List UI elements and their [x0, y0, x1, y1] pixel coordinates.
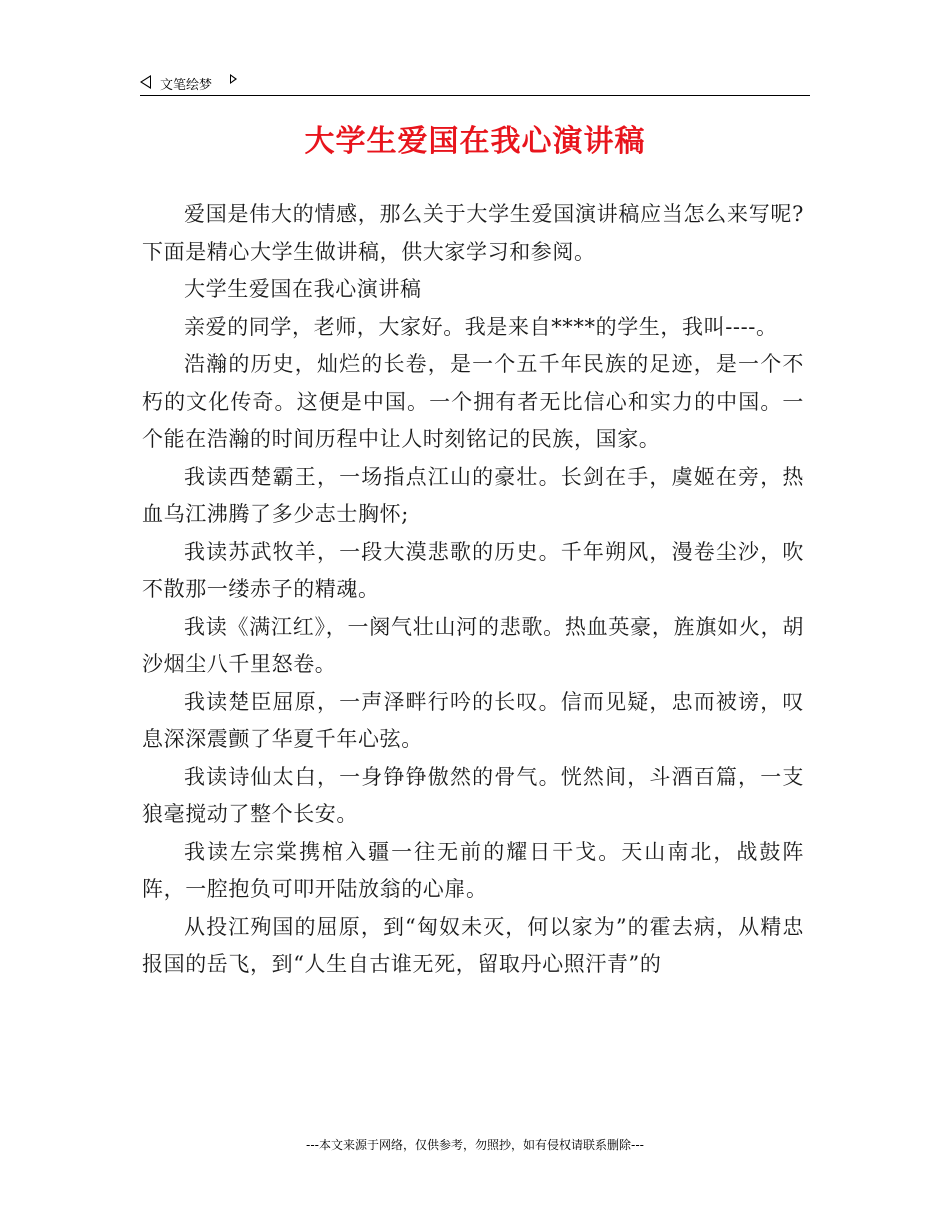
- paragraph: 我读苏武牧羊，一段大漠悲歌的历史。千年朔风，漫卷尘沙，吹不散那一缕赤子的精魂。: [142, 539, 804, 601]
- paragraph: 我读楚臣屈原，一声泽畔行吟的长叹。信而见疑，忠而被谤，叹息深深震颤了华夏千年心弦。: [142, 689, 804, 751]
- page-footer: ---本文来源于网络，仅供参考，勿照抄，如有侵权请联系删除---: [306, 1138, 644, 1152]
- page-header: [140, 72, 810, 96]
- document-body: [142, 196, 804, 984]
- paragraph: 我读诗仙太白，一身铮铮傲然的骨气。恍然间，斗酒百篇，一支狼毫搅动了整个长安。: [142, 764, 804, 826]
- left-arrow-icon: [140, 75, 151, 89]
- right-arrow-icon: [230, 74, 237, 84]
- paragraph: 我读《满江红》，一阕气壮山河的悲歌。热血英豪，旌旗如火，胡沙烟尘八千里怒卷。: [142, 614, 804, 676]
- paragraph: 爱国是伟大的情感，那么关于大学生爱国演讲稿应当怎么来写呢?下面是精心大学生做讲稿，供大家学习和参阅。: [142, 202, 804, 264]
- paragraph: 亲爱的同学，老师，大家好。我是来自****的学生，我叫----。: [184, 314, 778, 339]
- document-title: 大学生爱国在我心演讲稿: [304, 124, 646, 159]
- header-brand: 文笔绘梦: [160, 78, 213, 93]
- paragraph: 我读左宗棠携棺入疆一往无前的耀日干戈。天山南北，战鼓阵阵，一腔抱负可叩开陆放翁的心扉。: [142, 839, 804, 901]
- paragraph: 大学生爱国在我心演讲稿: [184, 277, 422, 301]
- paragraph: 浩瀚的历史，灿烂的长卷，是一个五千年民族的足迹，是一个不朽的文化传奇。这便是中国。一个拥有者无比信心和实力的中国。一个能在浩瀚的时间历程中让人时刻铭记的民族，国家。: [142, 352, 804, 451]
- paragraph: 我读西楚霸王，一场指点江山的豪壮。长剑在手，虞姬在旁，热血乌江沸腾了多少志士胸怀;: [142, 464, 804, 526]
- paragraph: 从投江殉国的屈原，到“匈奴未灭，何以家为”的霍去病，从精忠报国的岳飞，到“人生自古谁无死，留取丹心照汗青”的: [142, 914, 804, 976]
